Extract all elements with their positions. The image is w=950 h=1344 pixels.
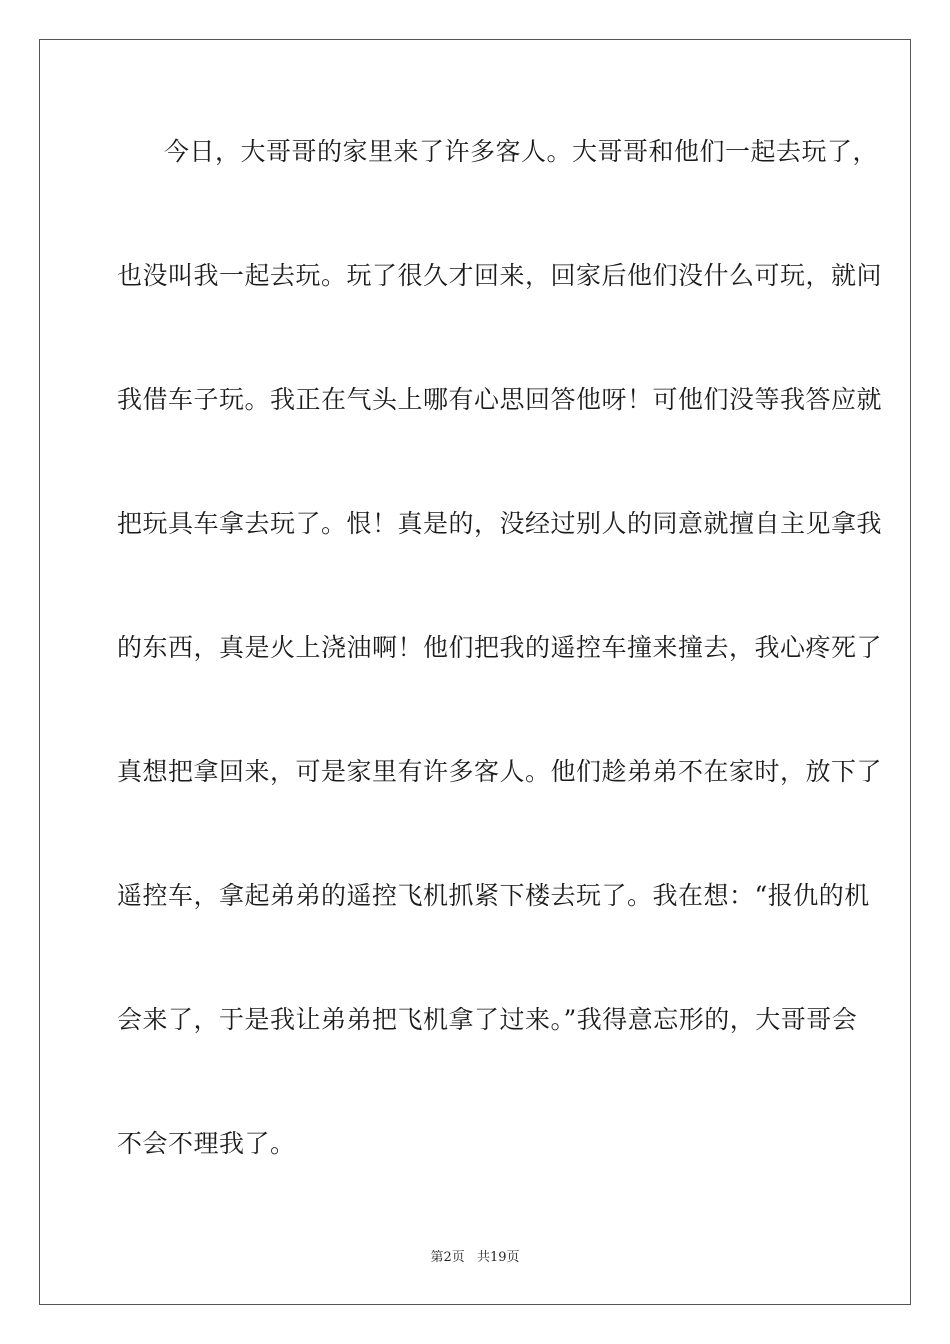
text-line-6: 真想把拿回来，可是家里有许多客人。他们趁弟弟不在家时，放下了: [117, 757, 883, 786]
text-line-3: 我借车子玩。我正在气头上哪有心思回答他呀！可他们没等我答应就: [117, 385, 883, 414]
text-line-1: 今日，大哥哥的家里来了许多客人。大哥哥和他们一起去玩了，: [164, 137, 879, 166]
text-line-8: 会来了，于是我让弟弟把飞机拿了过来。”我得意忘形的，大哥哥会: [117, 1005, 858, 1034]
page-footer: [0, 1246, 950, 1265]
text-line-4: 把玩具车拿去玩了。恨！真是的，没经过别人的同意就擅自主见拿我: [117, 509, 883, 538]
page-number: 第2页: [430, 1250, 465, 1265]
text-line-7: 遥控车，拿起弟弟的遥控飞机抓紧下楼去玩了。我在想：“报仇的机: [117, 881, 870, 910]
text-line-5: 的东西，真是火上浇油啊！他们把我的遥控车撞来撞去，我心疼死了: [117, 633, 883, 662]
page-total: 共19页: [476, 1250, 520, 1265]
page-border: [39, 39, 911, 1305]
text-line-9: 不会不理我了。: [117, 1129, 296, 1158]
text-line-2: 也没叫我一起去玩。玩了很久才回来，回家后他们没什么可玩，就问: [117, 261, 883, 290]
